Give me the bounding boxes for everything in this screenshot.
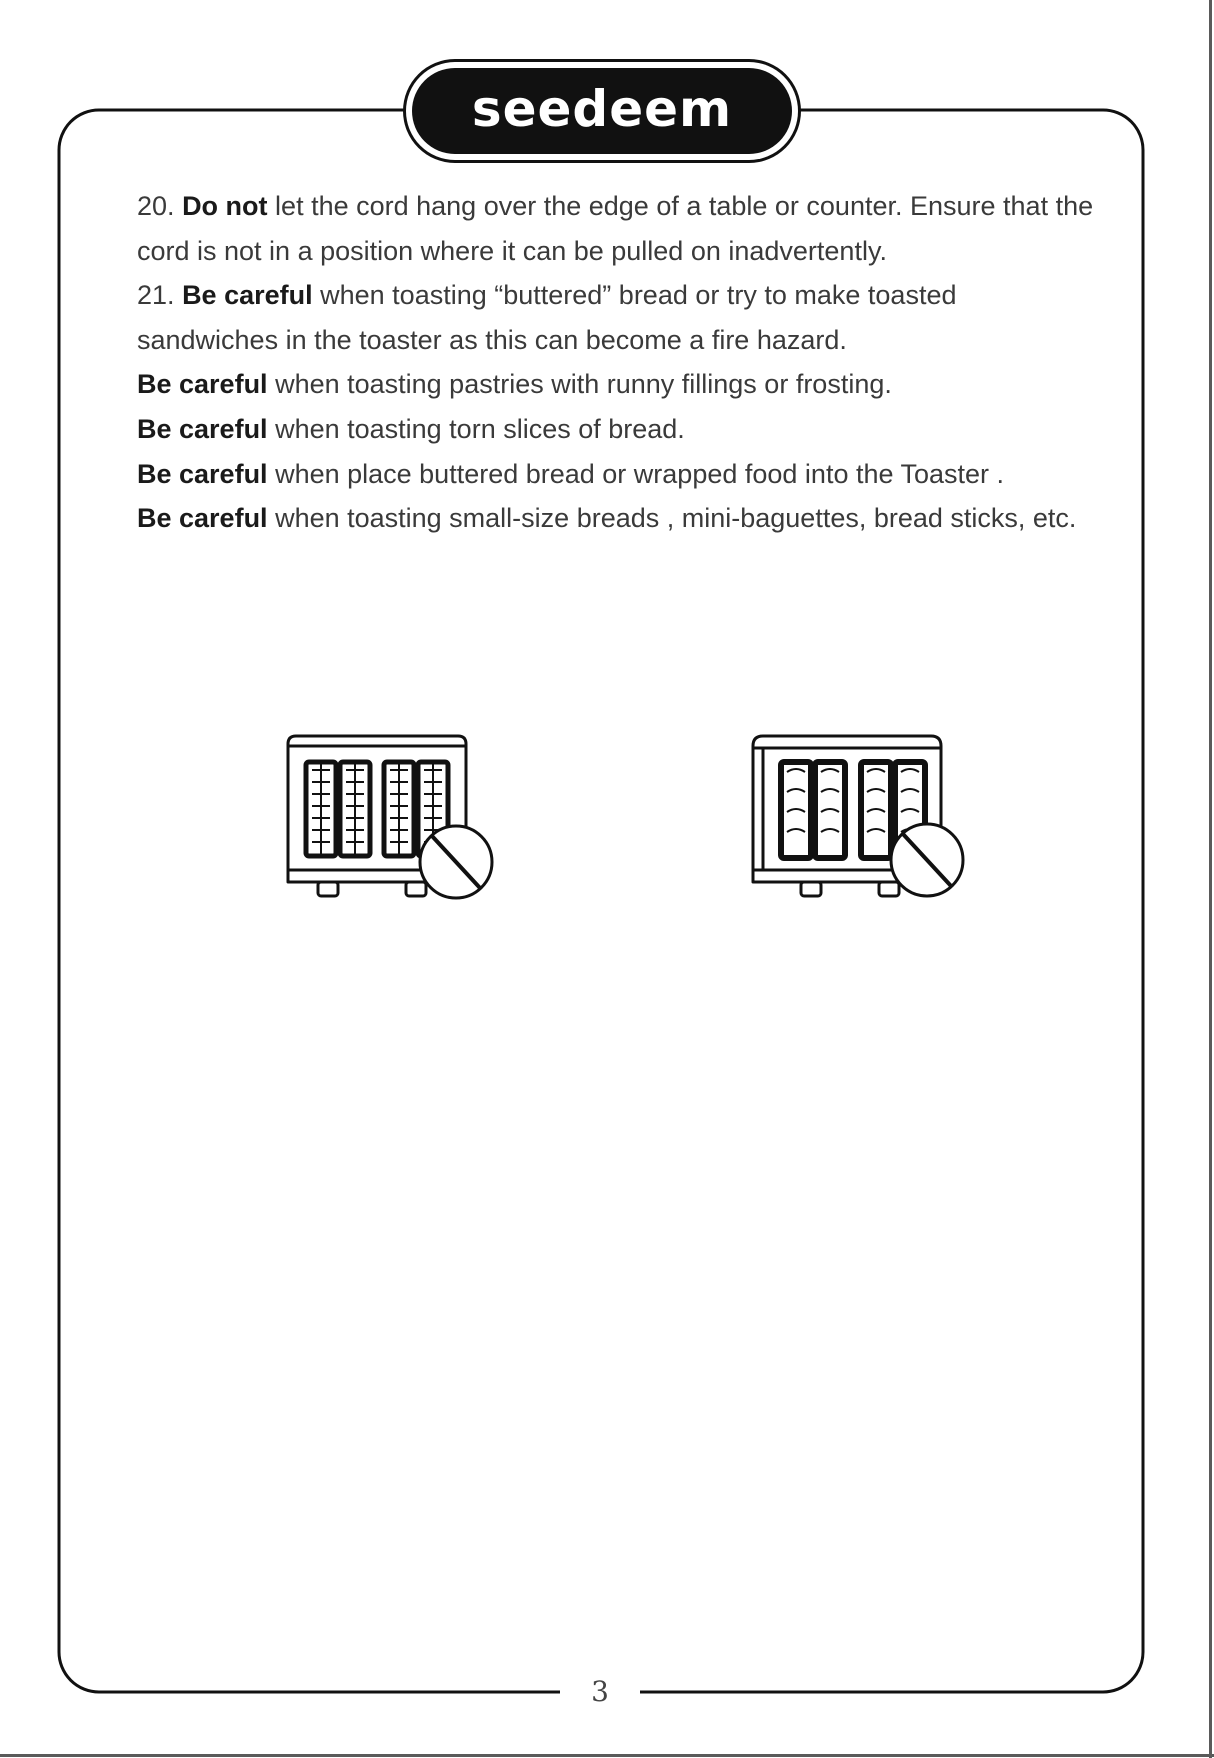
- caution-line: [137, 452, 1097, 497]
- instruction-text: let the cord hang over the edge of a table or counter. Ensure that the cord is not in a position where it can be pulled on inadvertently.: [137, 191, 1094, 266]
- caution-text: when place buttered bread or wrapped food into the Toaster .: [267, 458, 1005, 489]
- brand-logo-text: seedeem: [471, 80, 733, 138]
- caution-line: [137, 496, 1097, 541]
- emphasis-text: Be careful: [137, 458, 268, 489]
- caution-text: when toasting small-size breads , mini-baguettes, bread sticks, etc.: [267, 503, 1077, 534]
- instruction-text-block: [137, 184, 1097, 541]
- emphasis-text: Be careful: [137, 369, 268, 400]
- instruction-item-21: [137, 273, 1097, 362]
- toaster-wrapped-food-prohibited-icon: [747, 732, 977, 922]
- item-number: 20.: [137, 191, 175, 221]
- caution-line: [137, 362, 1097, 407]
- emphasis-text: Be careful: [137, 503, 268, 534]
- emphasis-text: Be careful: [137, 413, 268, 444]
- brand-logo-badge: [412, 68, 792, 154]
- page-number: 3: [560, 1670, 640, 1714]
- toaster-buttered-bread-prohibited-icon: [278, 732, 508, 922]
- item-number: 21.: [137, 280, 175, 311]
- instruction-item-20: [137, 184, 1097, 273]
- instruction-text: when toasting “buttered” bread or try to make toasted sandwiches in the toaster as this can become a fire hazard.: [137, 280, 957, 355]
- caution-line: [137, 407, 1097, 452]
- emphasis-text: Do not: [182, 191, 268, 221]
- emphasis-text: Be careful: [182, 280, 313, 311]
- caution-text: when toasting pastries with runny fillings or frosting.: [267, 369, 892, 400]
- caution-text: when toasting torn slices of bread.: [267, 413, 685, 444]
